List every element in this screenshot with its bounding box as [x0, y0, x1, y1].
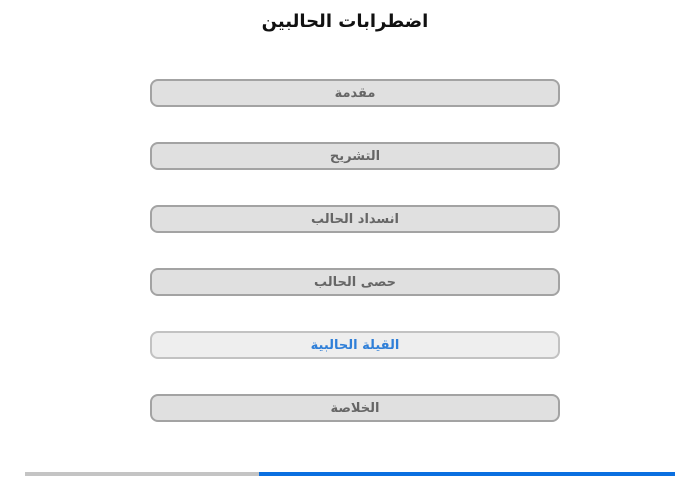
menu-item-ureteral-obstruction[interactable]: انسداد الحالب	[150, 205, 560, 233]
menu-item-introduction[interactable]: مقدمة	[150, 79, 560, 107]
menu-item-anatomy[interactable]: التشريح	[150, 142, 560, 170]
menu-item-ureterocele[interactable]: القيلة الحالبية	[150, 331, 560, 359]
page-title: اضطرابات الحالبين	[261, 11, 429, 32]
menu-item-summary[interactable]: الخلاصة	[150, 394, 560, 422]
menu-item-ureteral-stones[interactable]: حصى الحالب	[150, 268, 560, 296]
section-menu	[150, 79, 560, 457]
progress-bar-fill	[259, 472, 675, 476]
progress-bar	[25, 472, 675, 476]
